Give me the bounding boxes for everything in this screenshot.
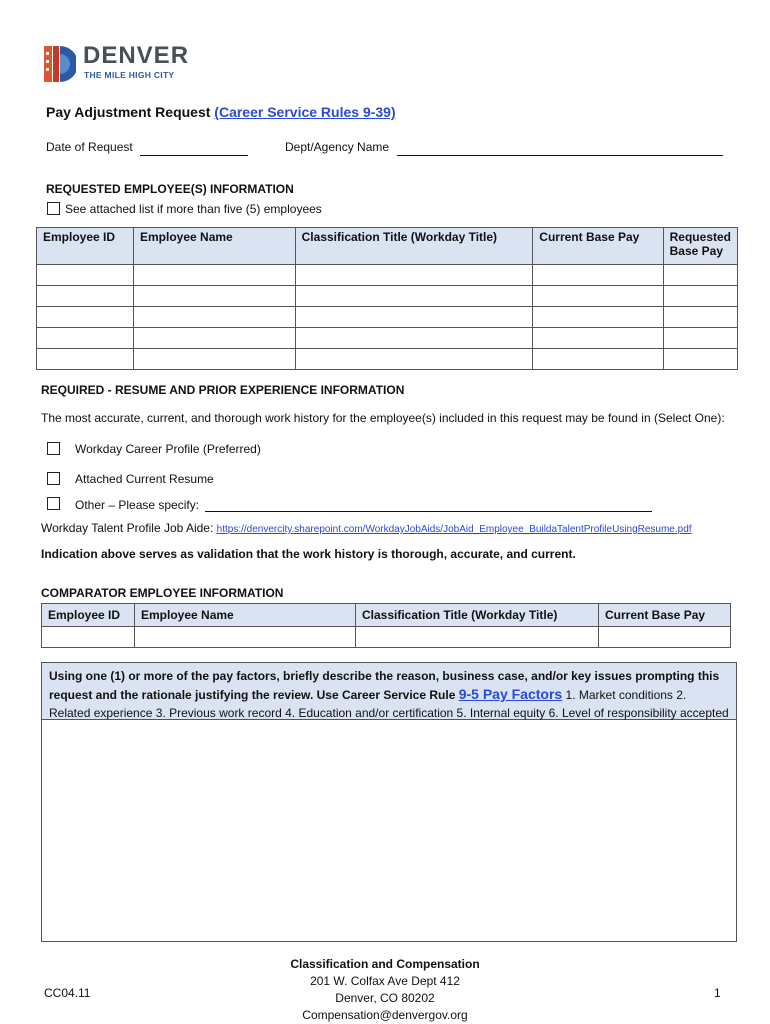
dept-field[interactable] [397, 155, 723, 156]
job-aide-line [41, 521, 692, 535]
page-number: 1 [714, 986, 721, 1000]
table-cell[interactable] [37, 286, 134, 307]
job-aide-label: Workday Talent Profile Job Aide: [41, 521, 214, 535]
option-workday-profile: Workday Career Profile (Preferred) [75, 442, 261, 456]
table-cell[interactable] [533, 286, 663, 307]
footer-address2: Denver, CO 80202 [335, 991, 435, 1005]
table-cell[interactable] [663, 328, 737, 349]
table-cell[interactable] [37, 265, 134, 286]
attached-list-label: See attached list if more than five (5) employees [65, 202, 322, 216]
table-cell[interactable] [134, 286, 296, 307]
workday-profile-checkbox[interactable] [47, 442, 60, 455]
page-title [46, 104, 396, 120]
col-requested-pay: Requested Base Pay [663, 228, 737, 265]
footer-address [250, 956, 520, 1024]
table-cell[interactable] [37, 349, 134, 370]
col-employee-name: Employee Name [134, 228, 296, 265]
option-attached-resume: Attached Current Resume [75, 472, 214, 486]
comp-col-classification: Classification Title (Workday Title) [356, 604, 599, 627]
pay-factors-link[interactable]: 9-5 Pay Factors [458, 686, 563, 702]
footer-dept: Classification and Compensation [290, 957, 480, 971]
table-cell[interactable] [295, 286, 533, 307]
other-specify-field[interactable] [205, 511, 652, 512]
form-title: Pay Adjustment Request [46, 104, 211, 120]
other-checkbox[interactable] [47, 497, 60, 510]
table-cell[interactable] [295, 307, 533, 328]
table-cell[interactable] [663, 307, 737, 328]
logo-wordmark: DENVER [83, 42, 190, 69]
table-cell[interactable] [533, 328, 663, 349]
table-cell[interactable] [37, 328, 134, 349]
comp-col-employee-name: Employee Name [135, 604, 356, 627]
employees-heading: REQUESTED EMPLOYEE(S) INFORMATION [46, 182, 294, 196]
col-classification: Classification Title (Workday Title) [295, 228, 533, 265]
job-aide-link[interactable]: https://denvercity.sharepoint.com/WorkdayJobAids/JobAid_Employee_BuildaTalentProfileUsingResume.pdf [216, 524, 692, 535]
col-current-pay: Current Base Pay [533, 228, 663, 265]
comparator-heading: COMPARATOR EMPLOYEE INFORMATION [41, 586, 284, 600]
table-cell[interactable] [533, 265, 663, 286]
table-cell[interactable] [663, 286, 737, 307]
denver-logo-icon [44, 44, 76, 84]
table-cell[interactable] [533, 349, 663, 370]
career-service-rules-link[interactable]: (Career Service Rules 9-39) [214, 104, 396, 120]
footer-email: Compensation@denvergov.org [302, 1008, 468, 1022]
table-cell[interactable] [663, 265, 737, 286]
reason-instructions [41, 662, 737, 720]
table-cell[interactable] [295, 265, 533, 286]
reason-factors: 1. Market conditions 2. Related experience 3. Previous work record 4. Education and/or certification 5. Internal equity 6. Level of responsibility accepted [49, 688, 729, 720]
dept-label: Dept/Agency Name [285, 140, 390, 154]
table-cell[interactable] [356, 627, 599, 648]
table-cell[interactable] [295, 328, 533, 349]
date-label: Date of Request [46, 140, 133, 154]
table-cell[interactable] [37, 307, 134, 328]
reason-textarea[interactable] [41, 720, 737, 942]
validation-note: Indication above serves as validation that the work history is thorough, accurate, and current. [41, 547, 576, 561]
footer-address1: 201 W. Colfax Ave Dept 412 [310, 974, 460, 988]
reason-bold-text: Using one (1) or more of the pay factors, briefly describe the reason, business case, and/or key issues prompting this request and the rationale justifying the review. Use Career Service Rule [49, 669, 720, 702]
attached-list-checkbox[interactable] [47, 202, 60, 215]
employee-table [36, 227, 738, 370]
table-cell[interactable] [663, 349, 737, 370]
resume-intro: The most accurate, current, and thorough work history for the employee(s) included in this request may be found in (Select One): [41, 411, 725, 425]
table-row [37, 307, 738, 328]
table-cell[interactable] [135, 627, 356, 648]
attached-resume-checkbox[interactable] [47, 472, 60, 485]
table-row [37, 349, 738, 370]
table-cell[interactable] [599, 627, 731, 648]
table-row [37, 286, 738, 307]
table-cell[interactable] [134, 307, 296, 328]
col-employee-id: Employee ID [37, 228, 134, 265]
table-row [42, 627, 731, 648]
comp-col-current-pay: Current Base Pay [599, 604, 731, 627]
form-code: CC04.11 [44, 986, 91, 1000]
option-other: Other – Please specify: [75, 498, 200, 512]
table-cell[interactable] [134, 265, 296, 286]
table-cell[interactable] [134, 328, 296, 349]
table-cell[interactable] [42, 627, 135, 648]
table-cell[interactable] [533, 307, 663, 328]
comp-col-employee-id: Employee ID [42, 604, 135, 627]
table-row [37, 328, 738, 349]
resume-heading: REQUIRED - RESUME AND PRIOR EXPERIENCE INFORMATION [41, 383, 405, 397]
table-cell[interactable] [295, 349, 533, 370]
date-field[interactable] [140, 155, 248, 156]
table-row [37, 265, 738, 286]
comparator-table [41, 603, 731, 648]
logo-tagline: THE MILE HIGH CITY [84, 70, 175, 80]
table-cell[interactable] [134, 349, 296, 370]
